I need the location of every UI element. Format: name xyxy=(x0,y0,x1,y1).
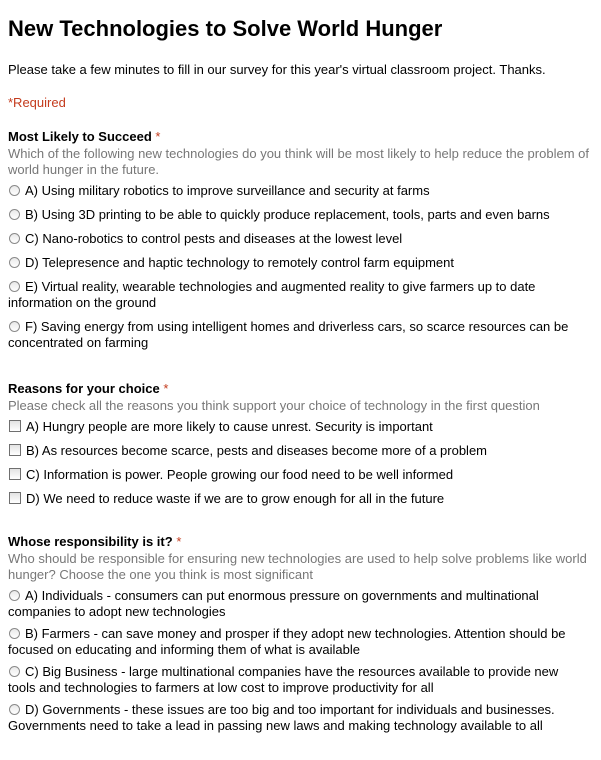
radio-button[interactable] xyxy=(9,185,20,196)
radio-button[interactable] xyxy=(9,257,20,268)
question-reasons-for-your-choice xyxy=(8,381,593,507)
option-label[interactable]: C) Nano-robotics to control pests and diseases at the lowest level xyxy=(25,231,403,246)
option-label[interactable]: C) Big Business - large multinational companies have the resources available to provide new tools and technologies to farmers at low cost to improve productivity for all xyxy=(8,664,559,695)
option-label[interactable]: E) Virtual reality, wearable technologies and augmented reality to give farmers up to date information on the ground xyxy=(8,279,536,310)
question-title xyxy=(8,381,593,397)
question-whose-responsibility xyxy=(8,534,593,734)
radio-button[interactable] xyxy=(9,281,20,292)
radio-button[interactable] xyxy=(9,209,20,220)
radio-option[interactable] xyxy=(8,702,593,734)
option-label[interactable]: B) Using 3D printing to be able to quickly produce replacement, tools, parts and even barns xyxy=(25,207,550,222)
radio-button[interactable] xyxy=(9,233,20,244)
radio-group xyxy=(8,183,593,351)
checkbox-option[interactable] xyxy=(8,491,593,507)
checkbox-option[interactable] xyxy=(8,467,593,483)
option-label[interactable]: A) Using military robotics to improve surveillance and security at farms xyxy=(25,183,430,198)
radio-option[interactable] xyxy=(8,279,593,311)
radio-button[interactable] xyxy=(9,590,20,601)
question-help: Who should be responsible for ensuring new technologies are used to help solve problems like world hunger? Choose the one you think is most significant xyxy=(8,551,587,582)
question-title-text: Most Likely to Succeed xyxy=(8,129,152,144)
radio-option[interactable] xyxy=(8,626,593,658)
checkbox[interactable] xyxy=(9,420,21,432)
question-most-likely-to-succeed xyxy=(8,129,593,351)
option-label[interactable]: B) Farmers - can save money and prosper if they adopt new technologies. Attention should be focused on educating and informing them of what is available xyxy=(8,626,566,657)
option-label[interactable]: B) As resources become scarce, pests and diseases become more of a problem xyxy=(26,443,487,458)
option-label[interactable]: F) Saving energy from using intelligent homes and driverless cars, so scarce resources can be concentrated on farming xyxy=(8,319,569,350)
form-title: New Technologies to Solve World Hunger xyxy=(8,16,443,41)
checkbox[interactable] xyxy=(9,492,21,504)
radio-group xyxy=(8,588,593,734)
question-help: Please check all the reasons you think support your choice of technology in the first question xyxy=(8,398,540,413)
option-label[interactable]: A) Individuals - consumers can put enormous pressure on governments and multinational companies to adopt new technologies xyxy=(8,588,539,619)
checkbox[interactable] xyxy=(9,468,21,480)
option-label[interactable]: A) Hungry people are more likely to cause unrest. Security is important xyxy=(26,419,433,434)
radio-button[interactable] xyxy=(9,666,20,677)
radio-option[interactable] xyxy=(8,664,593,696)
required-star: * xyxy=(176,534,182,549)
radio-option[interactable] xyxy=(8,231,593,247)
checkbox-option[interactable] xyxy=(8,419,593,435)
checkbox-group xyxy=(8,419,593,507)
radio-option[interactable] xyxy=(8,207,593,223)
required-note: *Required xyxy=(8,95,66,110)
option-label[interactable]: C) Information is power. People growing our food need to be well informed xyxy=(26,467,454,482)
option-label[interactable]: D) We need to reduce waste if we are to grow enough for all in the future xyxy=(26,491,445,506)
question-help: Which of the following new technologies do you think will be most likely to help reduce the problem of world hunger in the future. xyxy=(8,146,589,177)
form-description: Please take a few minutes to fill in our survey for this year's virtual classroom project. Thanks. xyxy=(8,62,546,77)
radio-option[interactable] xyxy=(8,588,593,620)
option-label[interactable]: D) Governments - these issues are too big and too important for individuals and businesses. Governments need to take a lead in passing new laws and making technology available to all xyxy=(8,702,555,733)
radio-button[interactable] xyxy=(9,704,20,715)
option-label[interactable]: D) Telepresence and haptic technology to remotely control farm equipment xyxy=(25,255,454,270)
checkbox-option[interactable] xyxy=(8,443,593,459)
required-star: * xyxy=(163,381,169,396)
radio-button[interactable] xyxy=(9,628,20,639)
radio-option[interactable] xyxy=(8,319,593,351)
radio-option[interactable] xyxy=(8,183,593,199)
radio-button[interactable] xyxy=(9,321,20,332)
question-title xyxy=(8,534,593,550)
required-star: * xyxy=(155,129,161,144)
question-title-text: Reasons for your choice xyxy=(8,381,160,396)
question-title-text: Whose responsibility is it? xyxy=(8,534,173,549)
checkbox[interactable] xyxy=(9,444,21,456)
radio-option[interactable] xyxy=(8,255,593,271)
question-title xyxy=(8,129,593,145)
